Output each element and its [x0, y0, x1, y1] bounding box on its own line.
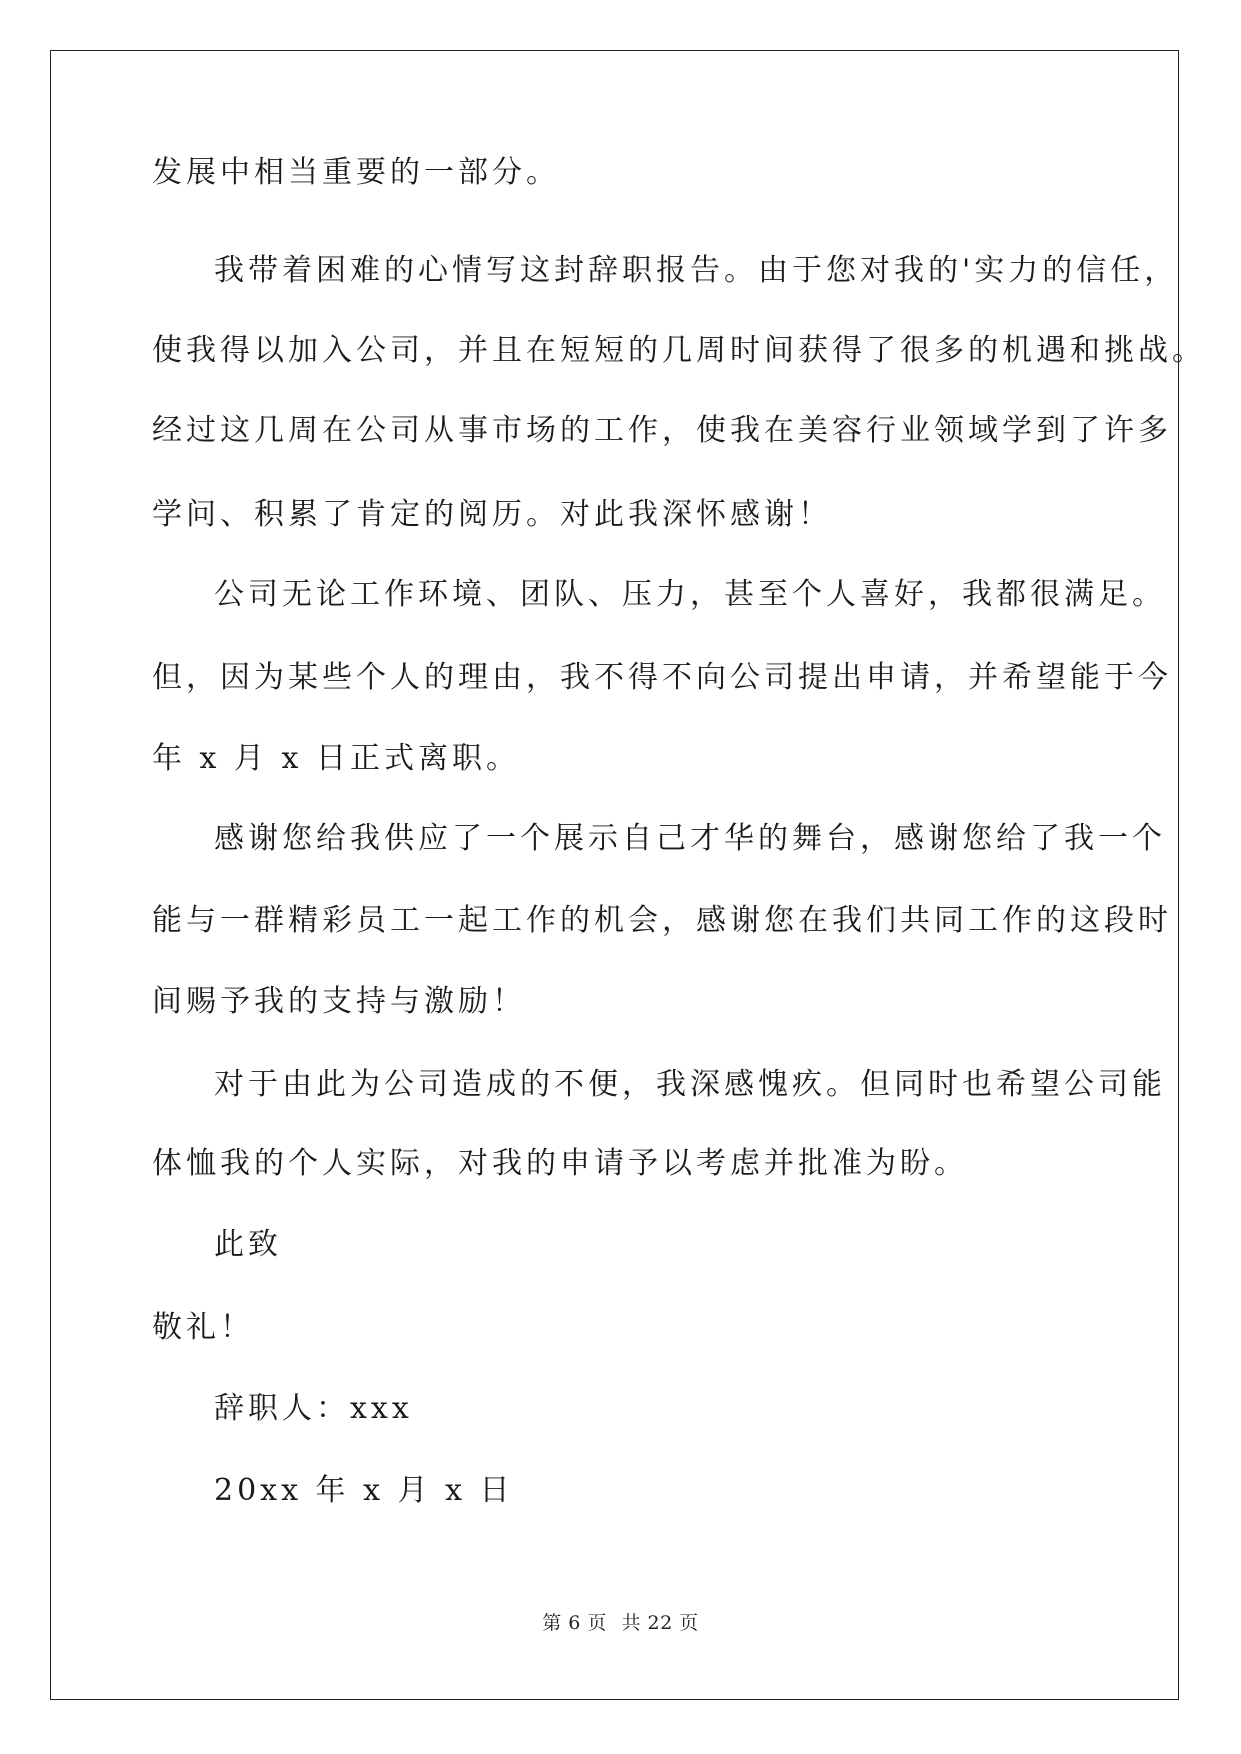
page-border — [50, 50, 1179, 1700]
text-line: 感谢您给我供应了一个展示自己才华的舞台，感谢您给了我一个 — [214, 821, 1166, 856]
text-line: 使我得以加入公司，并且在短短的几周时间获得了很多的机遇和挑战。 — [152, 333, 1206, 368]
page-total: 共 22 页 — [621, 1612, 699, 1634]
text-line: 年 x 月 x 日正式离职。 — [152, 741, 520, 776]
text-line: 经过这几周在公司从事市场的工作，使我在美容行业领域学到了许多 — [152, 413, 1172, 448]
signature-date: 20xx 年 x 月 x 日 — [214, 1473, 514, 1508]
page-footer — [0, 1611, 1241, 1635]
text-line: 间赐予我的支持与激励！ — [152, 984, 526, 1019]
page-number: 第 6 页 — [542, 1612, 607, 1634]
text-line: 学问、积累了肯定的阅历。对此我深怀感谢！ — [152, 497, 832, 532]
text-line: 体恤我的个人实际，对我的申请予以考虑并批准为盼。 — [152, 1146, 968, 1181]
text-line: 发展中相当重要的一部分。 — [152, 155, 560, 190]
text-line: 能与一群精彩员工一起工作的机会，感谢您在我们共同工作的这段时 — [152, 903, 1172, 938]
text-line: 公司无论工作环境、团队、压力，甚至个人喜好，我都很满足。 — [214, 577, 1166, 612]
text-line: 对于由此为公司造成的不便，我深感愧疚。但同时也希望公司能 — [214, 1067, 1166, 1102]
closing-salutation: 此致 — [214, 1227, 282, 1262]
signature-name: 辞职人：xxx — [214, 1391, 413, 1426]
text-line: 我带着困难的心情写这封辞职报告。由于您对我的'实力的信任， — [214, 253, 1179, 288]
text-line: 但，因为某些个人的理由，我不得不向公司提出申请，并希望能于今 — [152, 660, 1172, 695]
closing-regards: 敬礼！ — [152, 1310, 254, 1345]
